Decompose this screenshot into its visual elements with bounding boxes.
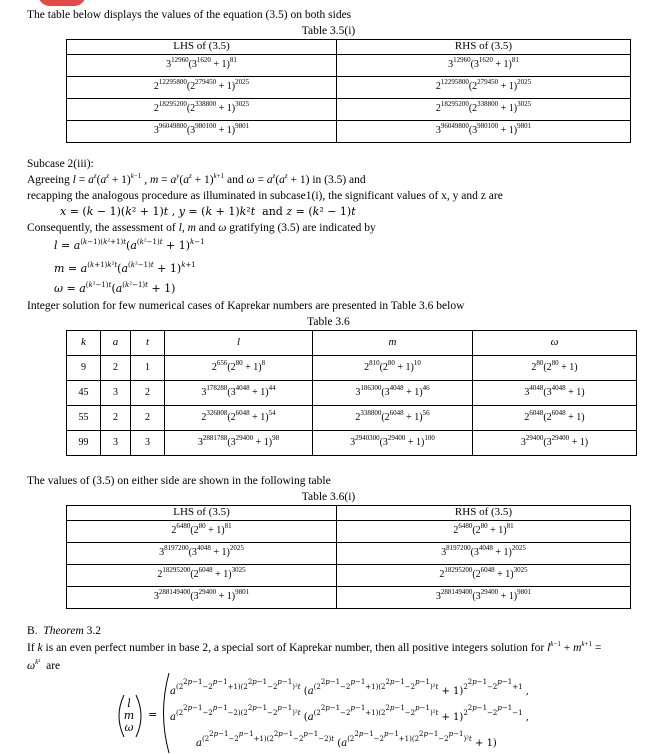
table-36-cell: $3^{2881788}(3^{29400} + 1)^{98}$ [165, 431, 313, 456]
table-36-cell: 55 [67, 406, 101, 431]
table-355-cell: $2^{18295200}(2^{338800} + 1)^{3025}$ [67, 99, 337, 121]
table-36i-cell: $3^{8197200}(3^{4048} + 1)^{2025}$ [337, 543, 631, 565]
equation-l: $l = a^{(k-1)(k^2+1)t}(a^{(k^2-1)t} + 1)^{k-1}$ [54, 238, 205, 252]
table-36-caption: Table 3.6 [307, 316, 350, 328]
table-36-header-m: m [313, 331, 473, 356]
table-36-cell: $2^{80}(2^{80} + 1)$ [473, 356, 637, 381]
recapping-line: recapping the analogous procedure as illuminated in subcase1(i), the significant values of x, y and z are [27, 190, 503, 202]
table-36i [66, 505, 631, 609]
table-36-header-a: a [101, 331, 131, 356]
table-36i-cell: $3^{8197200}(3^{4048} + 1)^{2025}$ [67, 543, 337, 565]
intro-355-text: The table below displays the values of the equation (3.5) on both sides [27, 9, 352, 21]
table-355-header-lhs: LHS of (3.5) [67, 40, 337, 55]
xyz-equation: x = (k − 1)(k² + 1)t , y = (k + 1)k²t and z = (k² − 1)t [60, 205, 356, 218]
table-36-cell: 45 [67, 381, 101, 406]
table-355-cell: $2^{12295800}(2^{279450} + 1)^{2025}$ [337, 77, 631, 99]
table-36-cell: 99 [67, 431, 101, 456]
page-corner-mark [38, 0, 86, 6]
table-355-caption: Table 3.5(i) [301, 25, 356, 37]
table-36-cell: 1 [131, 356, 165, 381]
table-36i-cell: $2^{6480}(2^{80} + 1)^{81}$ [337, 521, 631, 543]
table-36-cell: 3 [101, 431, 131, 456]
subcase-title: Subcase 2(iii): [27, 158, 94, 170]
table-36-cell: $3^{186300}(3^{4048} + 1)^{46}$ [313, 381, 473, 406]
table-36-cell: $3^{178288}(3^{4048} + 1)^{44}$ [165, 381, 313, 406]
vector-row-w: $a^{(2^{2p-1}-2^{p-1}+1)(2^{2p-1}-2^{p-1}-2)t}$ $(a^{(2^{2p-1}-2^{p-1}+1)(2^{2p-1}-2^{p-1})^2t} + 1)$ [196, 730, 497, 749]
vector-row-l: $a^{(2^{2p-1}-2^{p-1}+1)(2^{2p-1}-2^{p-1})^2t}$ $(a^{(2^{2p-1}-2^{p-1}+1)(2^{2p-1}-2^{p-1})^2t} + 1)^{2^{2p-1}-2^{p-1}+1}$ , [170, 678, 529, 697]
table-36-header-k: k [67, 331, 101, 356]
table-36-cell: 2 [101, 406, 131, 431]
table-355-header-rhs: RHS of (3.5) [337, 40, 631, 55]
table-36-cell: 9 [67, 356, 101, 381]
table-36-cell: 2 [131, 381, 165, 406]
table-355-cell: $2^{18295200}(2^{338800} + 1)^{3025}$ [337, 99, 631, 121]
table-36-header-t: t [131, 331, 165, 356]
table-355-cell: $3^{96049800}(3^{980100} + 1)^{9801}$ [337, 121, 631, 143]
table-36-cell: $2^{656}(2^{80} + 1)^8$ [165, 356, 313, 381]
table-36i-cell: $3^{288149400}(3^{29400} + 1)^{9801}$ [67, 587, 337, 609]
table-355-cell: $3^{96049800}(3^{980100} + 1)^{9801}$ [67, 121, 337, 143]
theorem-line-2: $\omega^{k^2}$ are [27, 658, 61, 672]
table-36i-cell: $2^{18295200}(2^{6048} + 1)^{3025}$ [337, 565, 631, 587]
equation-w: $\omega = a^{(k^2-1)t}(a^{(k^2-1)t} + 1)$ [54, 281, 176, 295]
table-355-cell: $3^{12960}(3^{1620} + 1)^{81}$ [67, 55, 337, 77]
matrix-left-paren [157, 672, 171, 754]
table-36-header-w: ω [473, 331, 637, 356]
table-36-cell: $2^{810}(2^{80} + 1)^{10}$ [313, 356, 473, 381]
table-36-cell: 2 [131, 406, 165, 431]
vector-row-m: $a^{(2^{2p-1}-2^{p-1}-2)(2^{2p-1}-2^{p-1})^2t}$ $(a^{(2^{2p-1}-2^{p-1}+1)(2^{2p-1}-2^{p-1})^2t} + 1)^{2^{2p-1}-2^{p-1}-1}$ , [170, 704, 529, 723]
vector-label-w: ω [124, 721, 134, 734]
table-36 [66, 330, 637, 456]
vector-right-paren [132, 694, 148, 738]
table-36i-header-rhs: RHS of (3.5) [337, 506, 631, 521]
table-36-cell: 3 [101, 381, 131, 406]
table-36-cell: $2^{338800}(2^{6048} + 1)^{56}$ [313, 406, 473, 431]
table-36-cell: $3^{2940300}(3^{29400} + 1)^{100}$ [313, 431, 473, 456]
table-36i-cell: $2^{6480}(2^{80} + 1)^{81}$ [67, 521, 337, 543]
table-355-cell: $3^{12960}(3^{1620} + 1)^{81}$ [337, 55, 631, 77]
equals-sign: = [148, 708, 158, 721]
table-36-cell: $3^{4048}(3^{4048} + 1)$ [473, 381, 637, 406]
table-36-cell: 2 [101, 356, 131, 381]
table-36-cell: 3 [131, 431, 165, 456]
vector-label-l: l [127, 697, 131, 710]
table-355-cell: $2^{12295800}(2^{279450} + 1)^{2025}$ [67, 77, 337, 99]
integer-solution-line: Integer solution for few numerical cases of Kaprekar numbers are presented in Table 3.6 below [27, 300, 465, 312]
table-36i-cell: $2^{18295200}(2^{6048} + 1)^{3025}$ [67, 565, 337, 587]
vector-label-m: m [123, 709, 135, 722]
consequently-line: Consequently, the assessment of l, m and ω gratifying (3.5) are indicated by [27, 222, 376, 234]
table-36-cell: $2^{326808}(2^{6048} + 1)^{54}$ [165, 406, 313, 431]
theorem-line-1: If k is an even perfect number in base 2, a special sort of Kaprekar number, then all positive integers solution for $l^{k-1} + m^{k+1}$ = [27, 640, 602, 654]
table-36i-caption: Table 3.6(i) [301, 491, 356, 503]
table-355 [66, 39, 631, 143]
section-b-heading: B. Theorem 3.2 [27, 625, 102, 637]
table-36-cell: $2^{6048}(2^{6048} + 1)$ [473, 406, 637, 431]
table-36-cell: $3^{29400}(3^{29400} + 1)$ [473, 431, 637, 456]
equation-m: $m = a^{(k+1)k^2t}(a^{(k^2-1)t} + 1)^{k+1}$ [54, 261, 196, 275]
table-36-header-l: l [165, 331, 313, 356]
agreeing-line: Agreeing $l = a^z(a^z + 1)^{k-1}$ , $m = a^y(a^z + 1)^{k+1}$ and $\omega = a^z(a^z + 1)$ in (3.5) and [27, 172, 366, 186]
table-36i-header-lhs: LHS of (3.5) [67, 506, 337, 521]
table-36i-cell: $3^{288149400}(3^{29400} + 1)^{9801}$ [337, 587, 631, 609]
values-line: The values of (3.5) on either side are shown in the following table [27, 475, 331, 487]
